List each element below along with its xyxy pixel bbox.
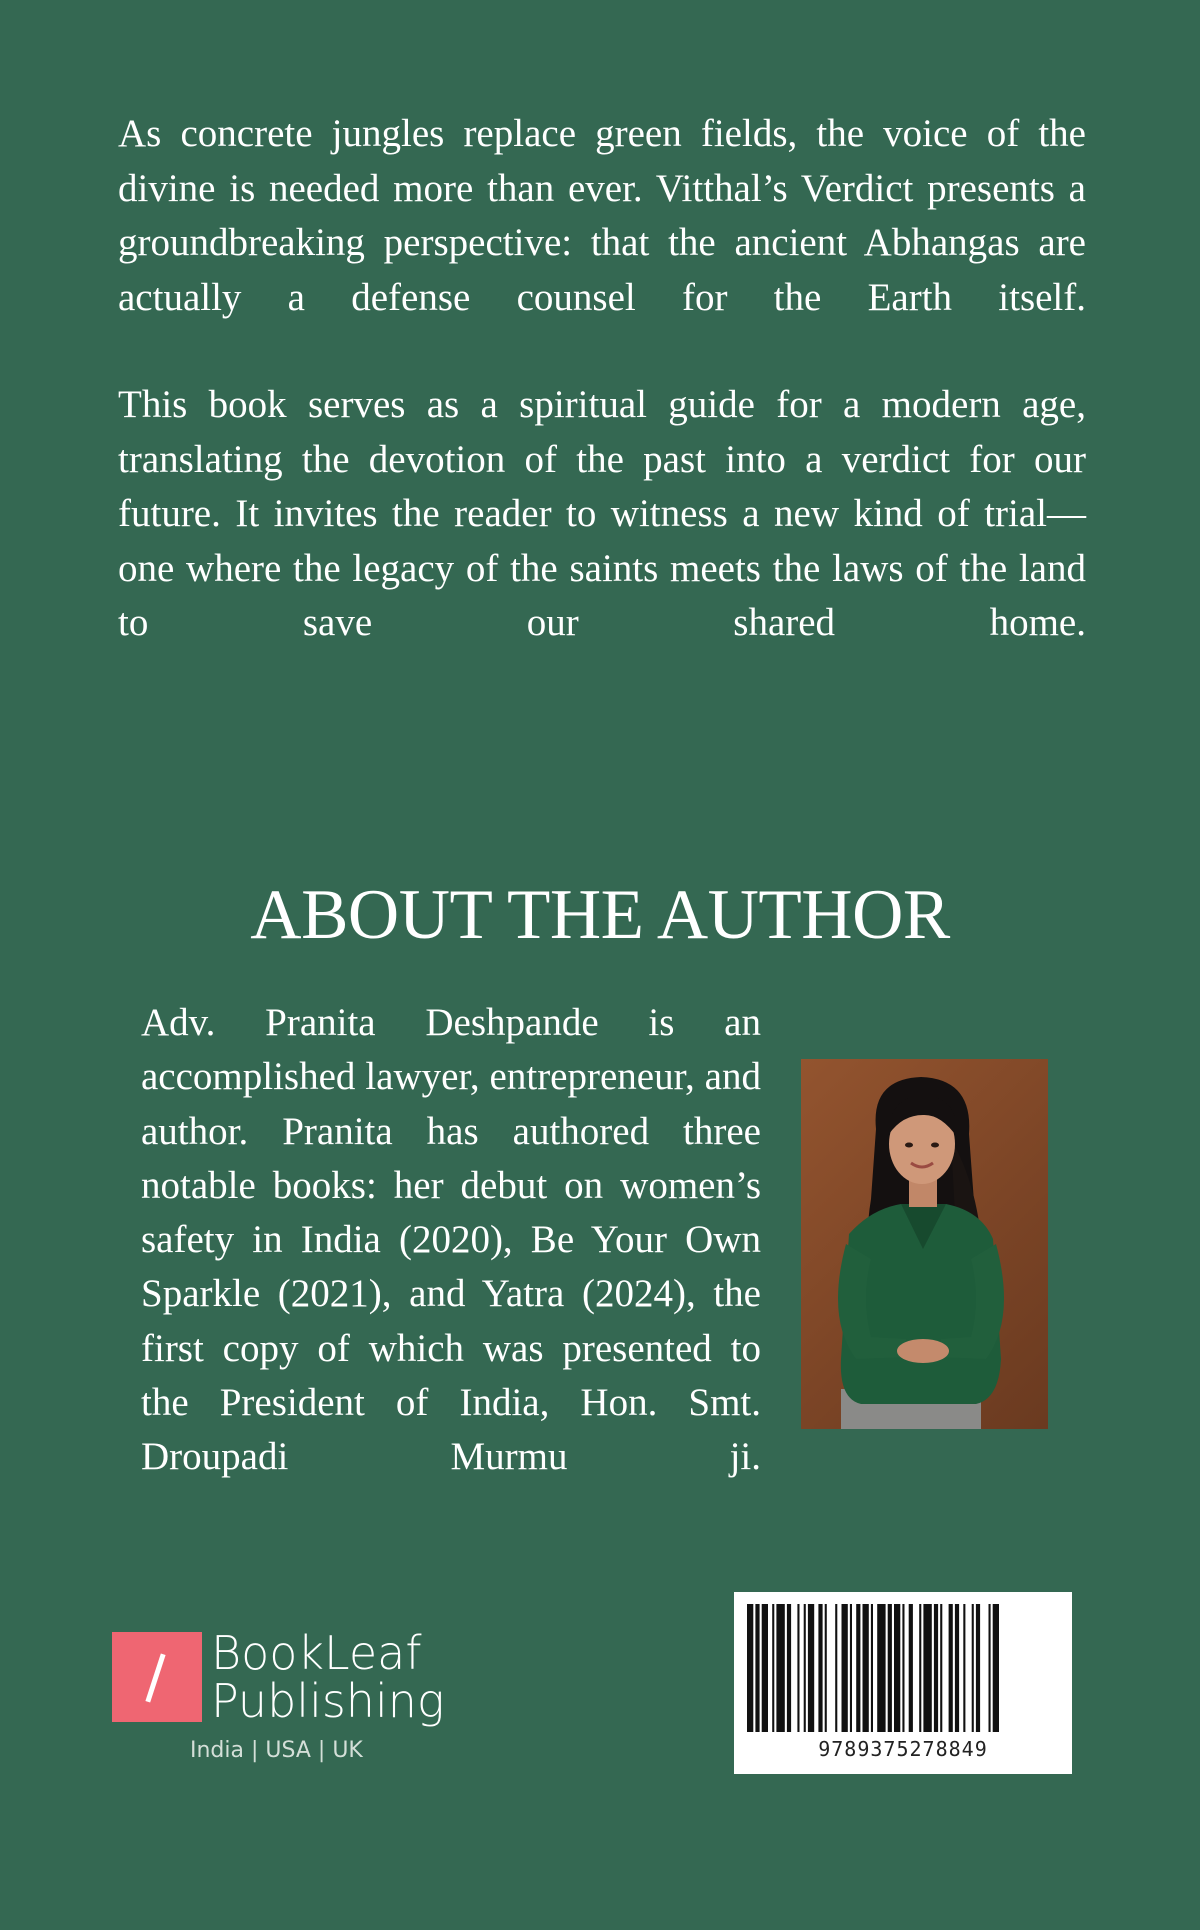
barcode-bar [842,1604,848,1732]
barcode-bar [747,1604,753,1732]
barcode-bar [877,1604,885,1732]
barcode-bar [825,1604,827,1732]
barcode-bar [871,1604,873,1732]
isbn-number: 9789375278849 [818,1737,988,1761]
author-portrait-icon [801,1059,1048,1429]
slash-icon [145,1653,165,1702]
barcode-bar [963,1604,965,1732]
barcode-bar [772,1604,774,1732]
barcode-bar [919,1604,921,1732]
barcode-bar [993,1604,999,1732]
publisher-name-line-1: BookLeaf [211,1626,422,1680]
barcode-bar [850,1604,852,1732]
barcode-bar [894,1604,900,1732]
barcode-bar [976,1604,980,1732]
about-author-heading: ABOUT THE AUTHOR [250,876,950,954]
barcode-bar [972,1604,974,1732]
author-bio: Adv. Pranita Deshpande is an accomplished lawyer, entrepreneur, and author. Pranita has authored three notable books: her debut on women’s safety in India (2020), Be Your Own Sparkle (2021), and Yatra (2024), the first copy of which was presented to the President of India, Hon. Smt. Droupadi Murmu ji. [141,1001,761,1479]
barcode-bar [755,1604,759,1732]
barcode-bar [808,1604,814,1732]
barcode-bar [934,1604,938,1732]
barcode-bar [940,1604,942,1732]
barcode-bar [787,1604,791,1732]
barcode-bar [955,1604,959,1732]
isbn-barcode [734,1592,1072,1774]
barcode-bar [818,1604,822,1732]
barcode-bars [747,1604,1059,1734]
publisher-regions: India | USA | UK [190,1738,363,1763]
barcode-bar [888,1604,892,1732]
barcode-bar [902,1604,904,1732]
barcode-bar [989,1604,991,1732]
barcode-bar [835,1604,837,1732]
barcode-bar [909,1604,913,1732]
blurb-paragraph-2: This book serves as a spiritual guide for a modern age, translating the devotion of the past into a verdict for our future. It invites the reader to witness a new kind of trial—one where the legacy of the saints meets the laws of the land to save our shared home. [118,383,1086,644]
publisher-logo-mark [112,1632,202,1722]
barcode-bar [863,1604,869,1732]
barcode-bar [804,1604,806,1732]
barcode-bar [949,1604,953,1732]
author-photo [801,1059,1048,1429]
barcode-bar [776,1604,784,1732]
publisher-logo [112,1626,445,1768]
barcode-bar [856,1604,860,1732]
barcode-bar [797,1604,799,1732]
barcode-bar [923,1604,931,1732]
publisher-name-line-2: Publishing [211,1674,445,1728]
barcode-bar [762,1604,768,1732]
blurb-paragraph-1: As concrete jungles replace green fields, the voice of the divine is needed more than ever. Vitthal’s Verdict presents a groundbreaking perspective: that the ancient Abhangas are actually a defense counsel for the Earth itself. [118,112,1086,319]
